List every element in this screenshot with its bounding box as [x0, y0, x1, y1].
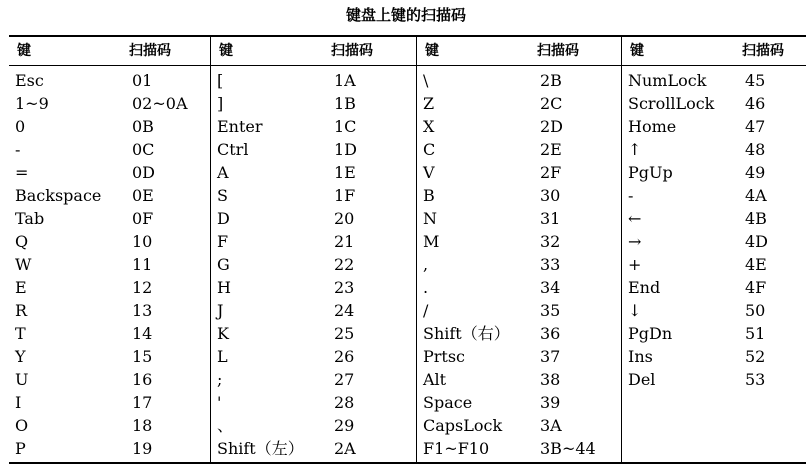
scan-code-table	[9, 35, 806, 465]
scan-code-cell: 4D	[745, 232, 769, 251]
scan-code-cell: 1F	[334, 186, 356, 205]
table-row	[9, 207, 210, 230]
header-code: 扫描码	[331, 43, 373, 59]
scan-code-cell: 34	[540, 278, 561, 297]
header-code: 扫描码	[537, 43, 579, 59]
table-row	[622, 69, 806, 92]
scan-code-cell: 3B~44	[540, 439, 596, 458]
table-row	[417, 276, 621, 299]
scan-code-cell: 4A	[745, 186, 767, 205]
table-row	[417, 414, 621, 437]
key-cell: ↓	[628, 301, 642, 320]
key-cell: Z	[423, 94, 435, 113]
scan-code-cell: 46	[745, 94, 766, 113]
header-code: 扫描码	[742, 43, 784, 59]
key-cell: C	[423, 140, 436, 159]
key-cell: X	[423, 117, 435, 136]
scan-code-cell: 2D	[540, 117, 564, 136]
table-row	[417, 92, 621, 115]
key-cell: E	[15, 278, 27, 297]
table-row	[622, 276, 806, 299]
scan-code-cell: 1D	[334, 140, 358, 159]
scan-code-cell: 4E	[745, 255, 767, 274]
key-cell: D	[217, 209, 230, 228]
table-title: 键盘上键的扫描码	[345, 6, 466, 24]
group-rows	[622, 69, 806, 391]
scan-code-cell: 27	[334, 370, 355, 389]
key-cell: Ins	[628, 347, 653, 366]
key-cell: F1~F10	[423, 439, 490, 458]
key-cell: N	[423, 209, 437, 228]
key-cell: S	[217, 186, 228, 205]
scan-code-cell: 39	[540, 393, 561, 412]
key-cell: 1~9	[15, 94, 49, 113]
key-cell: Shift（右）	[423, 324, 510, 343]
table-row	[622, 345, 806, 368]
column-group-1	[9, 35, 210, 464]
key-cell: ↑	[628, 140, 642, 159]
key-cell: F	[217, 232, 229, 251]
key-cell: .	[423, 278, 429, 297]
scan-code-cell: 49	[745, 163, 766, 182]
group-rows	[417, 69, 621, 460]
table-row	[9, 253, 210, 276]
table-row	[417, 138, 621, 161]
key-cell: 、	[217, 416, 234, 435]
scan-code-cell: 4B	[745, 209, 767, 228]
table-row	[211, 207, 416, 230]
key-cell: P	[15, 439, 26, 458]
scan-code-cell: 2A	[334, 439, 356, 458]
table-row	[211, 322, 416, 345]
table-row	[9, 299, 210, 322]
table-row	[9, 437, 210, 460]
key-cell: →	[628, 232, 642, 251]
key-cell: H	[217, 278, 231, 297]
scan-code-cell: 53	[745, 370, 766, 389]
scan-code-cell: 2E	[540, 140, 562, 159]
table-row	[211, 414, 416, 437]
key-cell: U	[15, 370, 29, 389]
key-cell: \	[423, 71, 429, 90]
key-cell: 0	[15, 117, 26, 136]
key-cell: R	[15, 301, 28, 320]
table-row	[417, 437, 621, 460]
scan-code-cell: 22	[334, 255, 355, 274]
table-row	[9, 414, 210, 437]
scan-code-cell: 0F	[132, 209, 154, 228]
table-row	[622, 322, 806, 345]
scan-code-cell: 31	[540, 209, 561, 228]
scan-code-cell: 13	[132, 301, 153, 320]
key-cell: Home	[628, 117, 677, 136]
scan-code-cell: 28	[334, 393, 355, 412]
header-key: 键	[630, 43, 644, 59]
table-row	[417, 184, 621, 207]
scan-code-cell: 15	[132, 347, 153, 366]
scan-code-cell: 51	[745, 324, 766, 343]
key-cell: ,	[423, 255, 429, 274]
key-cell: ←	[628, 209, 642, 228]
table-row	[417, 345, 621, 368]
scan-code-cell: 24	[334, 301, 355, 320]
column-group-2	[211, 35, 416, 464]
key-cell: ]	[217, 94, 224, 113]
table-row	[622, 299, 806, 322]
table-row	[211, 115, 416, 138]
scan-code-cell: 4F	[745, 278, 767, 297]
table-row	[9, 368, 210, 391]
group-rows	[9, 69, 210, 460]
key-cell: O	[15, 416, 29, 435]
table-row	[622, 138, 806, 161]
table-row	[417, 207, 621, 230]
key-cell: W	[15, 255, 32, 274]
key-cell: A	[217, 163, 229, 182]
key-cell: /	[423, 301, 429, 320]
key-cell: Ctrl	[217, 140, 249, 159]
key-cell: J	[217, 301, 224, 320]
table-row	[622, 161, 806, 184]
column-group-3	[417, 35, 621, 464]
group-rows	[211, 69, 416, 460]
key-cell: G	[217, 255, 230, 274]
key-cell: =	[15, 163, 29, 182]
key-cell: Space	[423, 393, 473, 412]
table-row	[9, 322, 210, 345]
key-cell: L	[217, 347, 228, 366]
table-row	[622, 92, 806, 115]
table-row	[211, 184, 416, 207]
table-row	[9, 69, 210, 92]
key-cell: Shift（左）	[217, 439, 304, 458]
table-row	[211, 92, 416, 115]
scan-code-cell: 1B	[334, 94, 356, 113]
scan-code-cell: 36	[540, 324, 561, 343]
key-cell: V	[423, 163, 435, 182]
table-row	[417, 253, 621, 276]
table-row	[417, 230, 621, 253]
scan-code-cell: 2C	[540, 94, 563, 113]
table-row	[622, 368, 806, 391]
table-row	[211, 299, 416, 322]
table-row	[9, 391, 210, 414]
scan-code-cell: 25	[334, 324, 355, 343]
key-cell: Del	[628, 370, 656, 389]
key-cell: NumLock	[628, 71, 707, 90]
key-cell: '	[217, 393, 222, 412]
table-row	[211, 276, 416, 299]
key-cell: T	[15, 324, 26, 343]
key-cell: +	[628, 255, 642, 274]
scan-code-cell: 01	[132, 71, 153, 90]
scan-code-cell: 10	[132, 232, 153, 251]
scan-code-cell: 16	[132, 370, 153, 389]
table-row	[622, 207, 806, 230]
table-row	[417, 322, 621, 345]
key-cell: [	[217, 71, 224, 90]
key-cell: Prtsc	[423, 347, 466, 366]
table-row	[211, 391, 416, 414]
key-cell: K	[217, 324, 229, 343]
scan-code-cell: 30	[540, 186, 561, 205]
scan-code-cell: 12	[132, 278, 153, 297]
key-cell: ScrollLock	[628, 94, 715, 113]
scan-code-cell: 19	[132, 439, 153, 458]
scan-code-cell: 20	[334, 209, 355, 228]
table-row	[417, 368, 621, 391]
scan-code-cell: 1E	[334, 163, 356, 182]
key-cell: PgDn	[628, 324, 673, 343]
scan-code-cell: 02~0A	[132, 94, 188, 113]
table-row	[211, 69, 416, 92]
table-row	[417, 161, 621, 184]
table-row	[211, 138, 416, 161]
key-cell: M	[423, 232, 440, 251]
table-row	[9, 138, 210, 161]
table-row	[211, 253, 416, 276]
scan-code-cell: 37	[540, 347, 561, 366]
scan-code-cell: 50	[745, 301, 766, 320]
header-key: 键	[17, 43, 31, 59]
table-row	[9, 230, 210, 253]
scan-code-cell: 45	[745, 71, 766, 90]
table-row	[417, 115, 621, 138]
table-row	[211, 161, 416, 184]
table-row	[211, 345, 416, 368]
key-cell: I	[15, 393, 22, 412]
scan-code-cell: 38	[540, 370, 561, 389]
key-cell: Alt	[423, 370, 447, 389]
key-cell: Enter	[217, 117, 263, 136]
table-row	[622, 253, 806, 276]
table-row	[9, 161, 210, 184]
table-row	[9, 92, 210, 115]
scan-code-cell: 48	[745, 140, 766, 159]
scan-code-cell: 29	[334, 416, 355, 435]
table-row	[622, 230, 806, 253]
table-row	[9, 345, 210, 368]
scan-code-cell: 21	[334, 232, 355, 251]
scan-code-cell: 1A	[334, 71, 356, 90]
key-cell: -	[628, 186, 634, 205]
scan-code-cell: 52	[745, 347, 766, 366]
header-key: 键	[219, 43, 233, 59]
table-row	[9, 115, 210, 138]
key-cell: Esc	[15, 71, 44, 90]
column-group-4	[622, 35, 806, 464]
key-cell: Q	[15, 232, 29, 251]
key-cell: CapsLock	[423, 416, 503, 435]
scan-code-cell: 32	[540, 232, 561, 251]
key-cell: Backspace	[15, 186, 102, 205]
table-row	[9, 184, 210, 207]
key-cell: ;	[217, 370, 223, 389]
scan-code-cell: 2F	[540, 163, 562, 182]
scan-code-cell: 17	[132, 393, 153, 412]
scan-code-cell: 23	[334, 278, 355, 297]
scan-code-cell: 14	[132, 324, 153, 343]
table-row	[9, 276, 210, 299]
key-cell: End	[628, 278, 661, 297]
scan-code-cell: 1C	[334, 117, 357, 136]
table-row	[622, 184, 806, 207]
table-row	[211, 437, 416, 460]
key-cell: B	[423, 186, 435, 205]
scan-code-cell: 0B	[132, 117, 154, 136]
header-key: 键	[425, 43, 439, 59]
key-cell: Tab	[15, 209, 45, 228]
table-row	[417, 299, 621, 322]
scan-code-cell: 0C	[132, 140, 155, 159]
scan-code-cell: 26	[334, 347, 355, 366]
scan-code-cell: 33	[540, 255, 561, 274]
scan-code-cell: 18	[132, 416, 153, 435]
scan-code-cell: 35	[540, 301, 561, 320]
scan-code-cell: 0E	[132, 186, 154, 205]
key-cell: PgUp	[628, 163, 673, 182]
scan-code-cell: 0D	[132, 163, 156, 182]
table-row	[417, 69, 621, 92]
scan-code-cell: 47	[745, 117, 766, 136]
table-row	[622, 115, 806, 138]
header-code: 扫描码	[129, 43, 171, 59]
scan-code-cell: 3A	[540, 416, 562, 435]
table-row	[417, 391, 621, 414]
table-row	[211, 230, 416, 253]
scan-code-cell: 2B	[540, 71, 562, 90]
scan-code-cell: 11	[132, 255, 153, 274]
table-row	[211, 368, 416, 391]
key-cell: -	[15, 140, 21, 159]
key-cell: Y	[15, 347, 26, 366]
